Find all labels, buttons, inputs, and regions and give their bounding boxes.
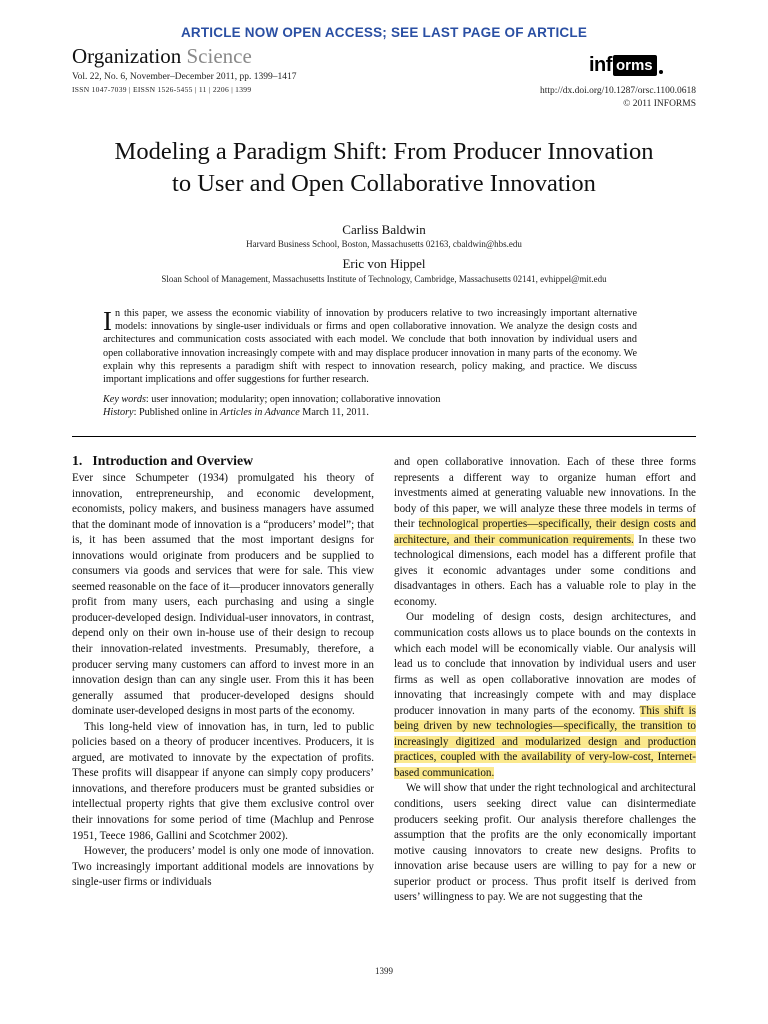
right-column: [394, 455, 696, 906]
section-number: 1.: [72, 453, 83, 468]
logo-text-orms: orms: [613, 55, 657, 76]
keywords: [103, 393, 637, 406]
paragraph: This long-held view of innovation has, in turn, led to public policies based on a theory of producer incentives. Producers, it is argued, are motivated to innovate by the expectation of profits. These profits will disappear if anyone can simply copy producers’ innovations, and therefore producers must be granted subsidies or intellectual property rights that give them exclusive control over their innovations for some period of time (Machlup and Penrose 1951, Teece 1986, Gallini and Scotchmer 2002).: [72, 720, 374, 842]
journal-title: [72, 44, 252, 69]
title-line-2: to User and Open Collaborative Innovation: [172, 170, 596, 197]
issue-info: [72, 71, 297, 96]
abstract-text: n this paper, we assess the economic viability of innovation by producers relative to two increasingly important alternative models: innovations by single-user individuals or firms and open collaborative innovation. We analyze the design costs and architectures and communication costs associated with each model. We conclude that both innovation by individual users and open collaborative innovation increasingly compete with and may displace producer innovation in many parts of the economy. We explain why this represents a paradigm shift with respect to innovation research, policy making, and practice. We discuss important implications and offer suggestions for further research.: [103, 308, 637, 386]
highlighted-text[interactable]: This shift is being driven by new technologies—specifically, the transition to increasingly digitized and modularized design and production practices, coupled with the availability of very-low-cost, Internet-based communication.: [394, 704, 696, 779]
paragraph-text: Our modeling of design costs, design architectures, and communication costs allows us to place bounds on the contexts in which each model will be economically viable. Our analysis will lead us to conclude that innovation by individual users and user firms as well as open collaborative innovation are modes of innovating that increasingly compete with and may displace producer innovation in many parts of the economy.: [394, 611, 696, 717]
paragraph: [394, 455, 696, 610]
open-access-banner[interactable]: ARTICLE NOW OPEN ACCESS; SEE LAST PAGE OF ARTICLE: [180, 25, 588, 40]
paper-title: [72, 136, 696, 200]
abstract-dropcap: I: [103, 306, 112, 336]
history-pre: : Published online in: [133, 407, 221, 418]
paragraph: However, the producers’ model is only one mode of innovation. Two increasingly important additional models are innovations by single-user firms or individuals: [72, 845, 374, 889]
journal-name-main: Organization: [72, 44, 182, 68]
volume-line: Vol. 22, No. 6, November–December 2011, pp. 1399–1417: [72, 72, 297, 82]
page-number: 1399: [375, 966, 393, 976]
doi-link[interactable]: http://dx.doi.org/10.1287/orsc.1100.0618: [540, 86, 696, 96]
author-name-2: Eric von Hippel: [342, 256, 426, 271]
paragraph-text: In these two technological dimensions, each model has a different profile that gives it economic advantages under some conditions and disadvantages in others. Each has a valuable role to play in the economy.: [394, 533, 696, 608]
doi-info: [540, 85, 696, 110]
history-journal: Articles in Advance: [220, 407, 300, 418]
highlighted-text[interactable]: technological properties—specifically, their design costs and architecture, and their communication requirements.: [394, 518, 697, 546]
title-line-1: Modeling a Paradigm Shift: From Producer Innovation: [114, 138, 654, 165]
logo-text-inf: inf: [589, 53, 612, 76]
history: [103, 406, 637, 419]
issn-line: ISSN 1047-7039 | EISSN 1526-5455 | 11 | 2206 | 1399: [72, 84, 252, 94]
author-affiliation-2: Sloan School of Management, Massachusetts Institute of Technology, Cambridge, Massachusetts 02141, evhippel@mit.edu: [161, 274, 607, 284]
copyright: © 2011 INFORMS: [623, 98, 696, 109]
paragraph: [394, 610, 696, 781]
keywords-label: Key words: [103, 394, 146, 405]
paragraph: We will show that under the right technological and architectural conditions, users seeking direct value can disintermediate producers seeking profit. Our analysis therefore challenges the assumption that the profits are the only economically important motive causing innovators to create new designs. Profits to innovation arise because users are willing to pay for a new or superior product or process. Thus profit itself is derived from users’ willingness to pay. We are not suggesting that the: [394, 782, 696, 904]
abstract: [103, 307, 637, 386]
section-heading: [72, 452, 374, 470]
informs-logo: [589, 52, 691, 78]
author-name-1: Carliss Baldwin: [342, 222, 426, 237]
history-post: March 11, 2011.: [299, 407, 369, 418]
paragraph: Ever since Schumpeter (1934) promulgated his theory of innovation, entrepreneurship, and economic development, economists, policy makers, and business managers have assumed that the dominant mode of innovation is a “producers’ model”; that is, it has been assumed that the most important designs for innovations would originate from producers and be supplied to consumers via goods and services that were for sale. This view seemed reasonable on the face of it—producer innovators generally profit from many users, each purchasing and using a single producer-developed design. Individual-user innovators, in contrast, depend only on their own in-house use of their design to recoup their innovation-related investments. Presumably, therefore, a producer serving many customers can afford to invest more in an innovation design than can any single user. From this it has been generally assumed that producer-developed designs should dominate user-developed designs in most parts of the economy.: [72, 472, 374, 718]
paragraph-text: and open collaborative innovation. Each of these three forms represents a different way to organize human effort and investments aimed at generating valuable new innovations. In the body of this paper, we will analyze these three models in terms of their: [394, 456, 696, 531]
section-title: Introduction and Overview: [92, 453, 254, 468]
keywords-text: : user innovation; modularity; open innovation; collaborative innovation: [145, 394, 441, 405]
header-divider: [72, 436, 696, 437]
history-label: History: [103, 407, 134, 418]
journal-name-sub: Science: [186, 44, 252, 68]
left-column: [72, 452, 374, 891]
author-affiliation-1: Harvard Business School, Boston, Massachusetts 02163, cbaldwin@hbs.edu: [246, 239, 522, 249]
logo-dot-icon: [659, 70, 663, 74]
